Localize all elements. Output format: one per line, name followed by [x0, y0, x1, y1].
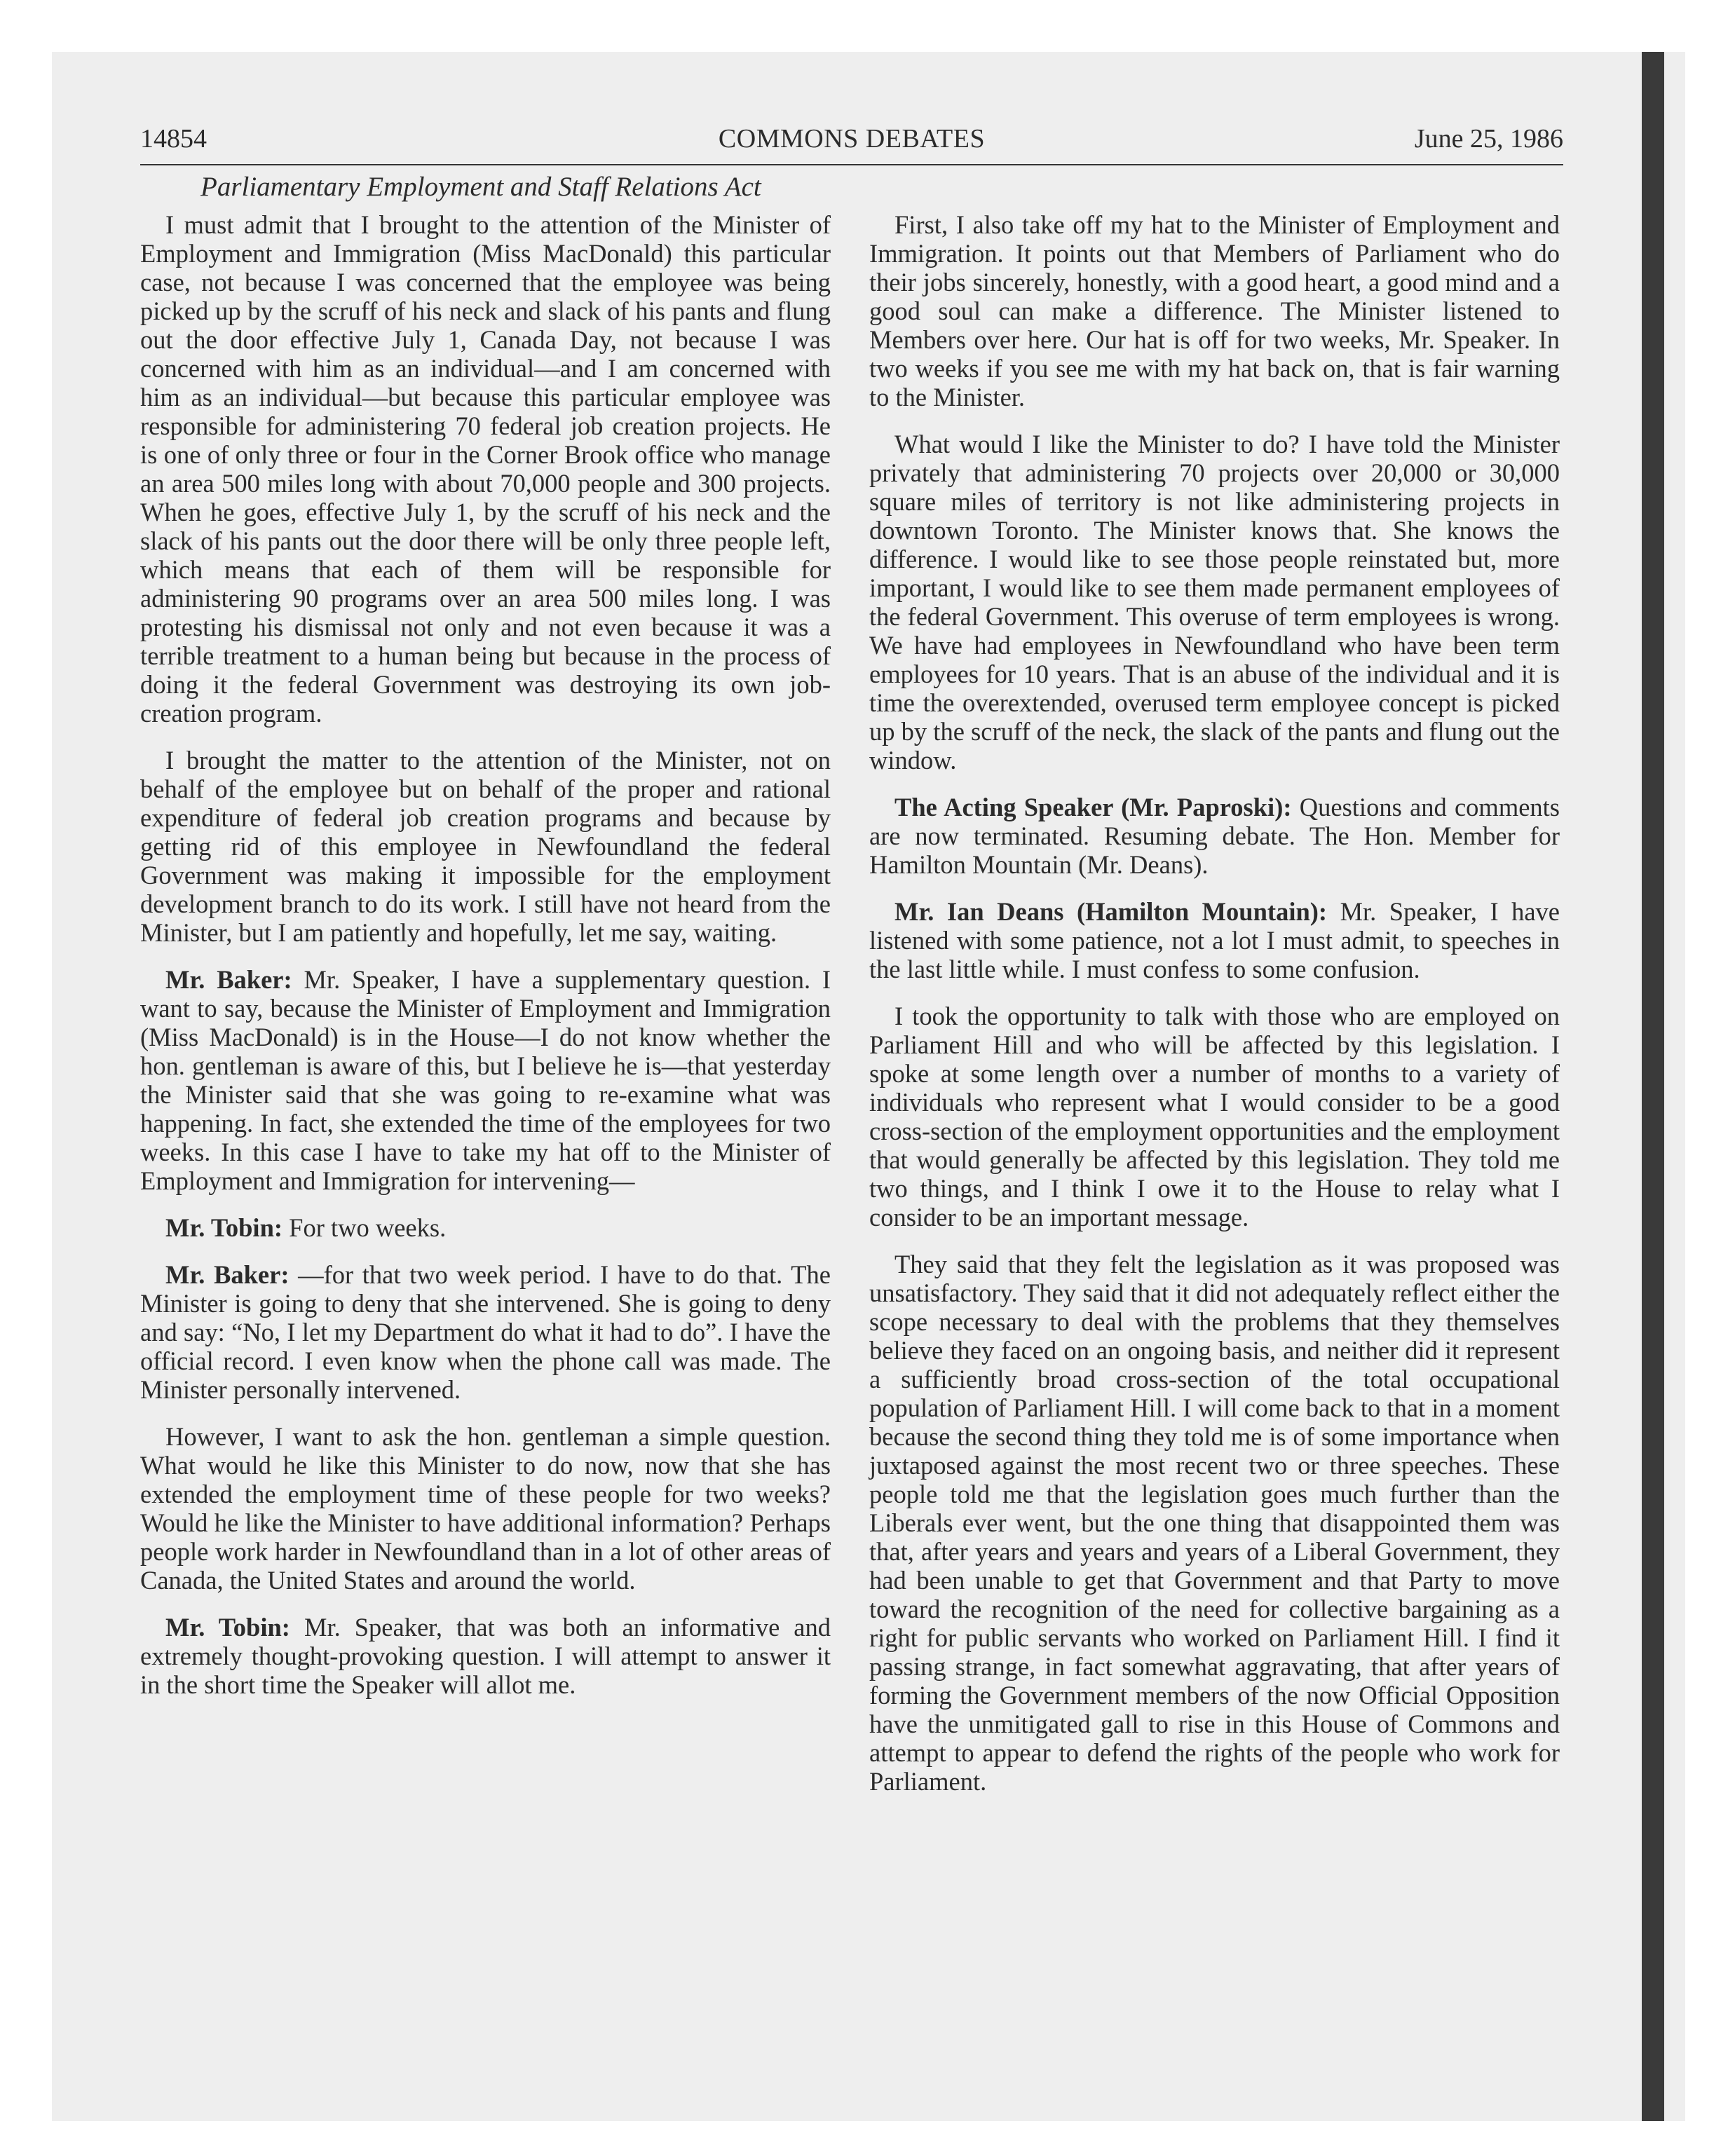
paragraph-text: Mr. Speaker, I have listened with some patience, not a lot I must admit, to speeches in the last little while. I must confess to some confusion.	[869, 897, 1560, 983]
paragraph-text: Mr. Speaker, I have a supplementary question. I want to say, because the Minister of Employment and Immigration (Miss MacDonald) is in the House—I do not know whether the hon. gentleman is aware of this, but I believe he is—that yesterday the Minister said that she was going to re-examine what was happening. In fact, she extended the time of the employees for two weeks. In this case I have to take my hat off to the Minister of Employment and Immigration for intervening—	[140, 965, 831, 1195]
speaker-name: Mr. Baker:	[165, 965, 292, 994]
running-header	[140, 123, 1563, 165]
speaker-name: Mr. Tobin:	[165, 1613, 290, 1642]
paragraph	[869, 1250, 1560, 1796]
paragraph-text: What would I like the Minister to do? I have told the Minister privately that administering 70 projects over 20,000 or 30,000 square miles of territory is not like administering projects in downtown Toronto. The Minister knows that. She knows the difference. I would like to see those people reinstated but, more important, I would like to see them made permanent employees of the federal Government. This overuse of term employees is wrong. We have had employees in Newfoundland who have been term employees for 10 years. That is an abuse of the individual and it is time the overextended, overused term employee concept is picked up by the scruff of the neck, the slack of the pants and flung out the window.	[869, 430, 1560, 775]
paragraph	[869, 1002, 1560, 1231]
page-date: June 25, 1986	[1414, 124, 1563, 153]
speaker-name: Mr. Ian Deans (Hamilton Mountain):	[894, 897, 1328, 926]
paragraph	[140, 1422, 831, 1595]
paragraph-text: Questions and comments are now terminated. Resuming debate. The Hon. Member for Hamilton Mountain (Mr. Deans).	[869, 793, 1560, 879]
paragraph	[140, 1613, 831, 1699]
paragraph-text: I brought the matter to the attention of the Minister, not on behalf of the employee but on behalf of the proper and rational expenditure of federal job creation programs and because by getting rid of this employee in Newfoundland the federal Government was making it impossible for the employment development branch to do its work. I still have not heard from the Minister, but I am patiently and hopefully, let me say, waiting.	[140, 746, 831, 947]
section-title: Parliamentary Employment and Staff Relations Act	[200, 172, 761, 202]
paragraph-text: Mr. Speaker, that was both an informative and extremely thought-provoking question. I will attempt to answer it in the short time the Speaker will allot me.	[140, 1613, 831, 1699]
paragraph	[869, 897, 1560, 983]
publication-title: COMMONS DEBATES	[718, 124, 986, 153]
paragraph	[869, 210, 1560, 411]
paragraph-text: —for that two week period. I have to do that. The Minister is going to deny that she intervened. She is going to deny and say: “No, I let my Department do what it had to do”. I have the official record. I even know when the phone call was made. The Minister personally intervened.	[140, 1260, 831, 1404]
binding-edge	[1642, 52, 1664, 2121]
paragraph-text: However, I want to ask the hon. gentleman a simple question. What would he like this Minister to do now, now that she has extended the employment time of these people for two weeks? Would he like the Minister to have additional information? Perhaps people work harder in Newfoundland than in a lot of other areas of Canada, the United States and around the world.	[140, 1422, 831, 1595]
paragraph	[140, 746, 831, 947]
speaker-name: The Acting Speaker (Mr. Paproski):	[894, 793, 1292, 821]
paragraph-text: For two weeks.	[289, 1213, 447, 1242]
paragraph	[869, 430, 1560, 775]
paragraph	[140, 965, 831, 1195]
paragraph-text: They said that they felt the legislation as it was proposed was unsatisfactory. They said that it did not adequately reflect either the scope necessary to deal with the problems that they themselves believe they faced on an ongoing basis, and neither did it represent a sufficiently broad cross-section of the total occupational population of Parliament Hill. I will come back to that in a moment because the second thing they told me is of some importance when juxtaposed against the most recent two or three speeches. These people told me that the legislation goes much further than the Liberals ever went, but the one thing that disappointed them was that, after years and years and years of a Liberal Government, they had been unable to get that Government and that Party to move toward the recognition of the need for collective bargaining as a right for public servants who worked on Parliament Hill. I find it passing strange, in fact somewhat aggravating, that after years of forming the Government members of the now Official Opposition have the unmitigated gall to rise in this House of Commons and attempt to appear to defend the rights of the people who work for Parliament.	[869, 1250, 1560, 1796]
right-column	[869, 210, 1560, 1814]
left-column	[140, 210, 831, 1717]
speaker-name: Mr. Tobin:	[165, 1213, 283, 1242]
paragraph-text: I must admit that I brought to the attention of the Minister of Employment and Immigration (Miss MacDonald) this particular case, not because I was concerned that the employee was being picked up by the scruff of his neck and slack of his pants and flung out the door effective July 1, Canada Day, not because I was concerned with him as an individual—and I am concerned with him as an individual—but because this particular employee was responsible for administering 70 federal job creation projects. He is one of only three or four in the Corner Brook office who manage an area 500 miles long with about 70,000 people and 300 projects. When he goes, effective July 1, by the scruff of his neck and the slack of his pants out the door there will be only three people left, which means that each of them will be responsible for administering 90 programs over an area 500 miles long. I was protesting his dismissal not only and not even because it was a terrible treatment to a human being but because in the process of doing it the federal Government was destroying its own job-creation program.	[140, 210, 831, 728]
page-number: 14854	[140, 124, 207, 153]
paragraph-text: I took the opportunity to talk with those who are employed on Parliament Hill and who will be affected by this legislation. I spoke at some length over a number of months to a variety of individuals who represent what I would consider to be a good cross-section of the employment opportunities and the employment that would generally be affected by this legislation. They told me two things, and I think I owe it to the House to relay what I consider to be an important message.	[869, 1002, 1560, 1231]
paragraph	[140, 1213, 831, 1242]
paragraph	[140, 1260, 831, 1404]
paragraph	[140, 210, 831, 728]
speaker-name: Mr. Baker:	[165, 1260, 290, 1289]
paragraph-text: First, I also take off my hat to the Minister of Employment and Immigration. It points out that Members of Parliament who do their jobs sincerely, honestly, with a good heart, a good mind and a good soul can make a difference. The Minister listened to Members over here. Our hat is off for two weeks, Mr. Speaker. In two weeks if you see me with my hat back on, that is fair warning to the Minister.	[869, 210, 1560, 411]
paragraph	[869, 793, 1560, 879]
